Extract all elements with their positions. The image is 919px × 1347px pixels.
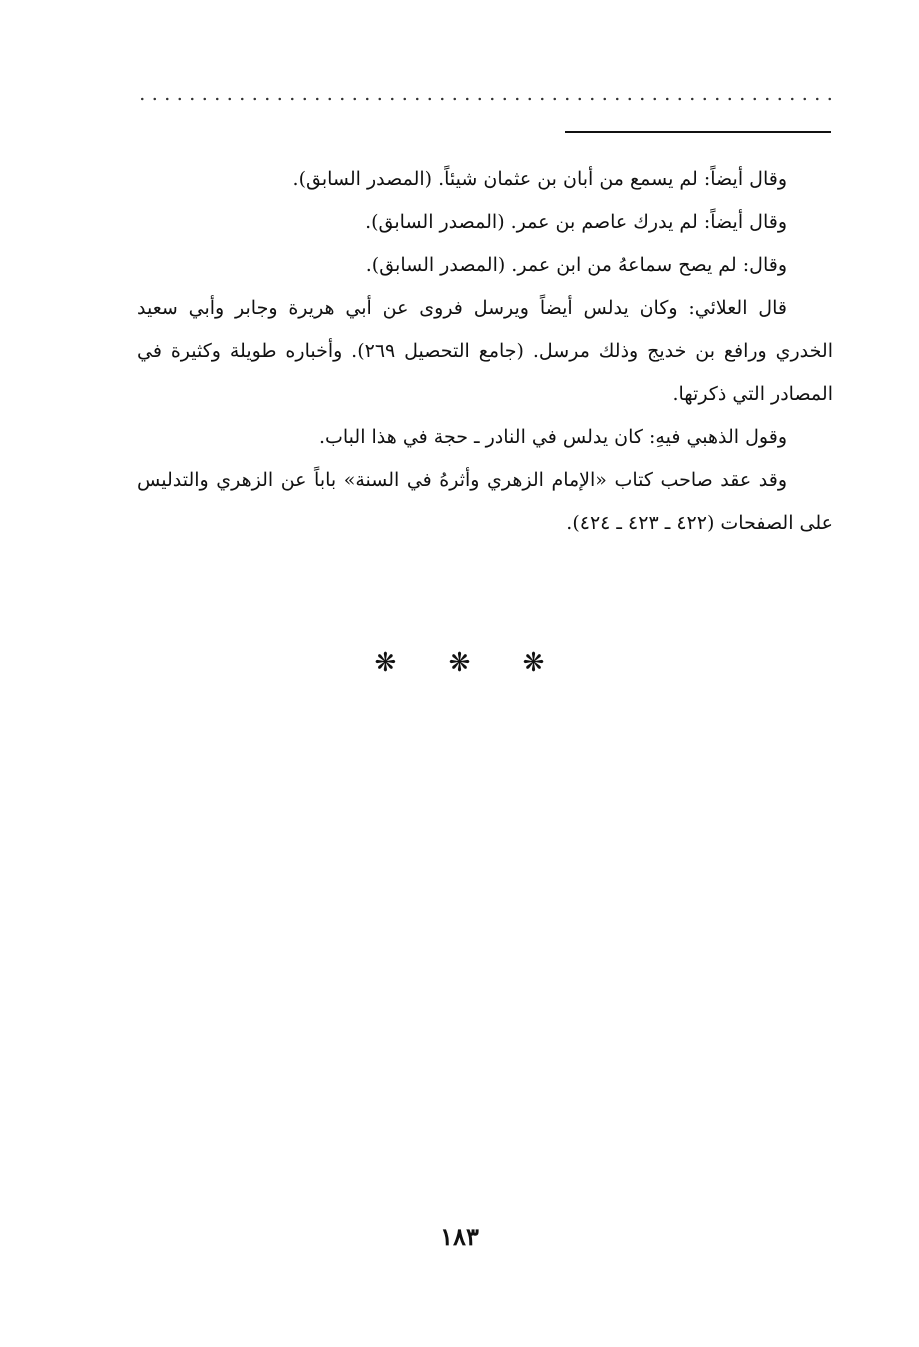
asterisk-icon: ❋: [448, 648, 471, 678]
paragraph: قال العلائي: وكان يدلس أيضاً ويرسل فروى عن أبي هريرة وجابر وأبي سعيد الخدري ورافع بن خديج وذلك مرسل. (جامع التحصيل ٢٦٩). وأخباره طويلة وكثيرة في المصادر التي ذكرتها.: [137, 297, 833, 405]
paragraph: وقال أيضاً: لم يسمع من أبان بن عثمان شيئاً. (المصدر السابق).: [292, 168, 787, 190]
asterisk-icon: ❋: [374, 648, 397, 678]
paragraph: وقال أيضاً: لم يدرك عاصم بن عمر. (المصدر السابق).: [365, 211, 787, 233]
paragraph: وقد عقد صاحب كتاب «الإمام الزهري وأثرهُ في السنة» باباً عن الزهري والتدليس على الصفحات (٤٢٢ ـ ٤٢٣ ـ ٤٢٤).: [137, 469, 833, 534]
section-separator: [0, 648, 919, 678]
paragraph: وقول الذهبي فيهِ: كان يدلس في النادر ـ حجة في هذا الباب.: [318, 426, 787, 448]
paragraph: وقال: لم يصح سماعهُ من ابن عمر. (المصدر السابق).: [365, 254, 787, 276]
page-number: ١٨٣: [440, 1222, 479, 1251]
body-text: [137, 158, 833, 545]
dotted-separator-line: [136, 97, 832, 101]
footnote-rule: [565, 131, 831, 133]
asterisk-icon: ❋: [522, 648, 545, 678]
